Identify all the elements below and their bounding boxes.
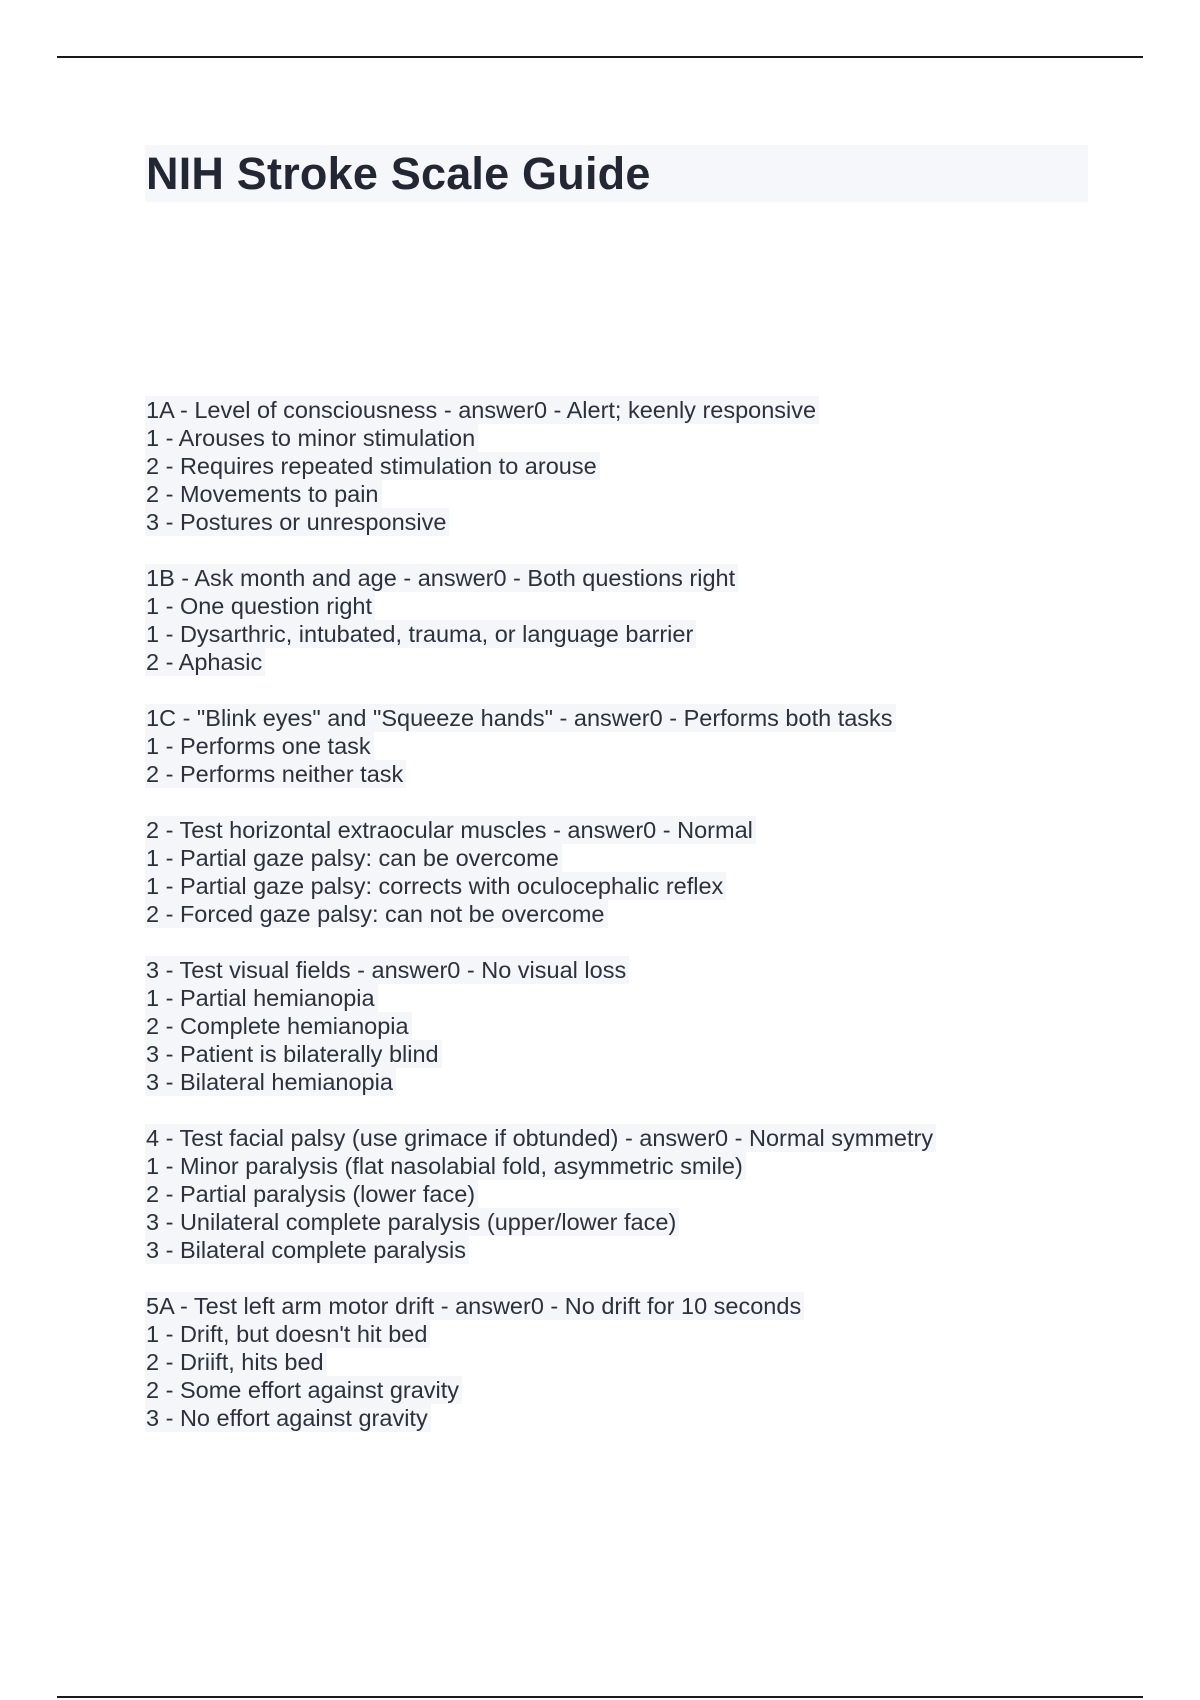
section-3-visual-fields — [145, 956, 1105, 1096]
text-line: 2 - Forced gaze palsy: can not be overcome — [145, 900, 608, 928]
text-line: 2 - Some effort against gravity — [145, 1376, 462, 1404]
section-4-facial-palsy — [145, 1124, 1105, 1264]
section-2-extraocular-muscles — [145, 816, 1105, 928]
text-line: 1C - "Blink eyes" and "Squeeze hands" - answer0 - Performs both tasks — [145, 704, 896, 732]
section-1b-month-and-age — [145, 564, 1105, 676]
text-line: 2 - Test horizontal extraocular muscles - answer0 - Normal — [145, 816, 756, 844]
text-line: 1 - One question right — [145, 592, 375, 620]
text-line: 5A - Test left arm motor drift - answer0 - No drift for 10 seconds — [145, 1292, 804, 1320]
text-line: 2 - Complete hemianopia — [145, 1012, 412, 1040]
text-line: 4 - Test facial palsy (use grimace if obtunded) - answer0 - Normal symmetry — [145, 1124, 936, 1152]
text-line: 3 - Bilateral hemianopia — [145, 1068, 396, 1096]
section-5a-left-arm-motor-drift — [145, 1292, 1105, 1432]
text-line: 3 - Bilateral complete paralysis — [145, 1236, 469, 1264]
text-line: 1 - Performs one task — [145, 732, 374, 760]
top-rule — [57, 56, 1143, 58]
text-line: 1 - Dysarthric, intubated, trauma, or language barrier — [145, 620, 696, 648]
page-title: NIH Stroke Scale Guide — [146, 148, 651, 199]
text-line: 2 - Driift, hits bed — [145, 1348, 327, 1376]
text-line: 3 - Test visual fields - answer0 - No visual loss — [145, 956, 629, 984]
bottom-rule — [57, 1696, 1143, 1698]
text-line: 1 - Arouses to minor stimulation — [145, 424, 478, 452]
text-line: 1 - Drift, but doesn't hit bed — [145, 1320, 430, 1348]
section-1a-level-of-consciousness — [145, 396, 1105, 536]
text-line: 1B - Ask month and age - answer0 - Both questions right — [145, 564, 738, 592]
text-line: 2 - Aphasic — [145, 648, 265, 676]
section-1c-commands — [145, 704, 1105, 788]
text-line: 2 - Performs neither task — [145, 760, 406, 788]
text-line: 1 - Partial hemianopia — [145, 984, 378, 1012]
text-line: 3 - Unilateral complete paralysis (upper/lower face) — [145, 1208, 679, 1236]
text-line: 2 - Requires repeated stimulation to arouse — [145, 452, 600, 480]
text-line: 1 - Partial gaze palsy: can be overcome — [145, 844, 562, 872]
text-line: 3 - No effort against gravity — [145, 1404, 431, 1432]
text-line: 1A - Level of consciousness - answer0 - Alert; keenly responsive — [145, 396, 819, 424]
text-line: 1 - Minor paralysis (flat nasolabial fold, asymmetric smile) — [145, 1152, 746, 1180]
text-line: 3 - Postures or unresponsive — [145, 508, 449, 536]
text-line: 2 - Movements to pain — [145, 480, 382, 508]
text-line: 1 - Partial gaze palsy: corrects with oculocephalic reflex — [145, 872, 726, 900]
text-line: 3 - Patient is bilaterally blind — [145, 1040, 442, 1068]
text-line: 2 - Partial paralysis (lower face) — [145, 1180, 478, 1208]
document-body — [145, 396, 1105, 1460]
